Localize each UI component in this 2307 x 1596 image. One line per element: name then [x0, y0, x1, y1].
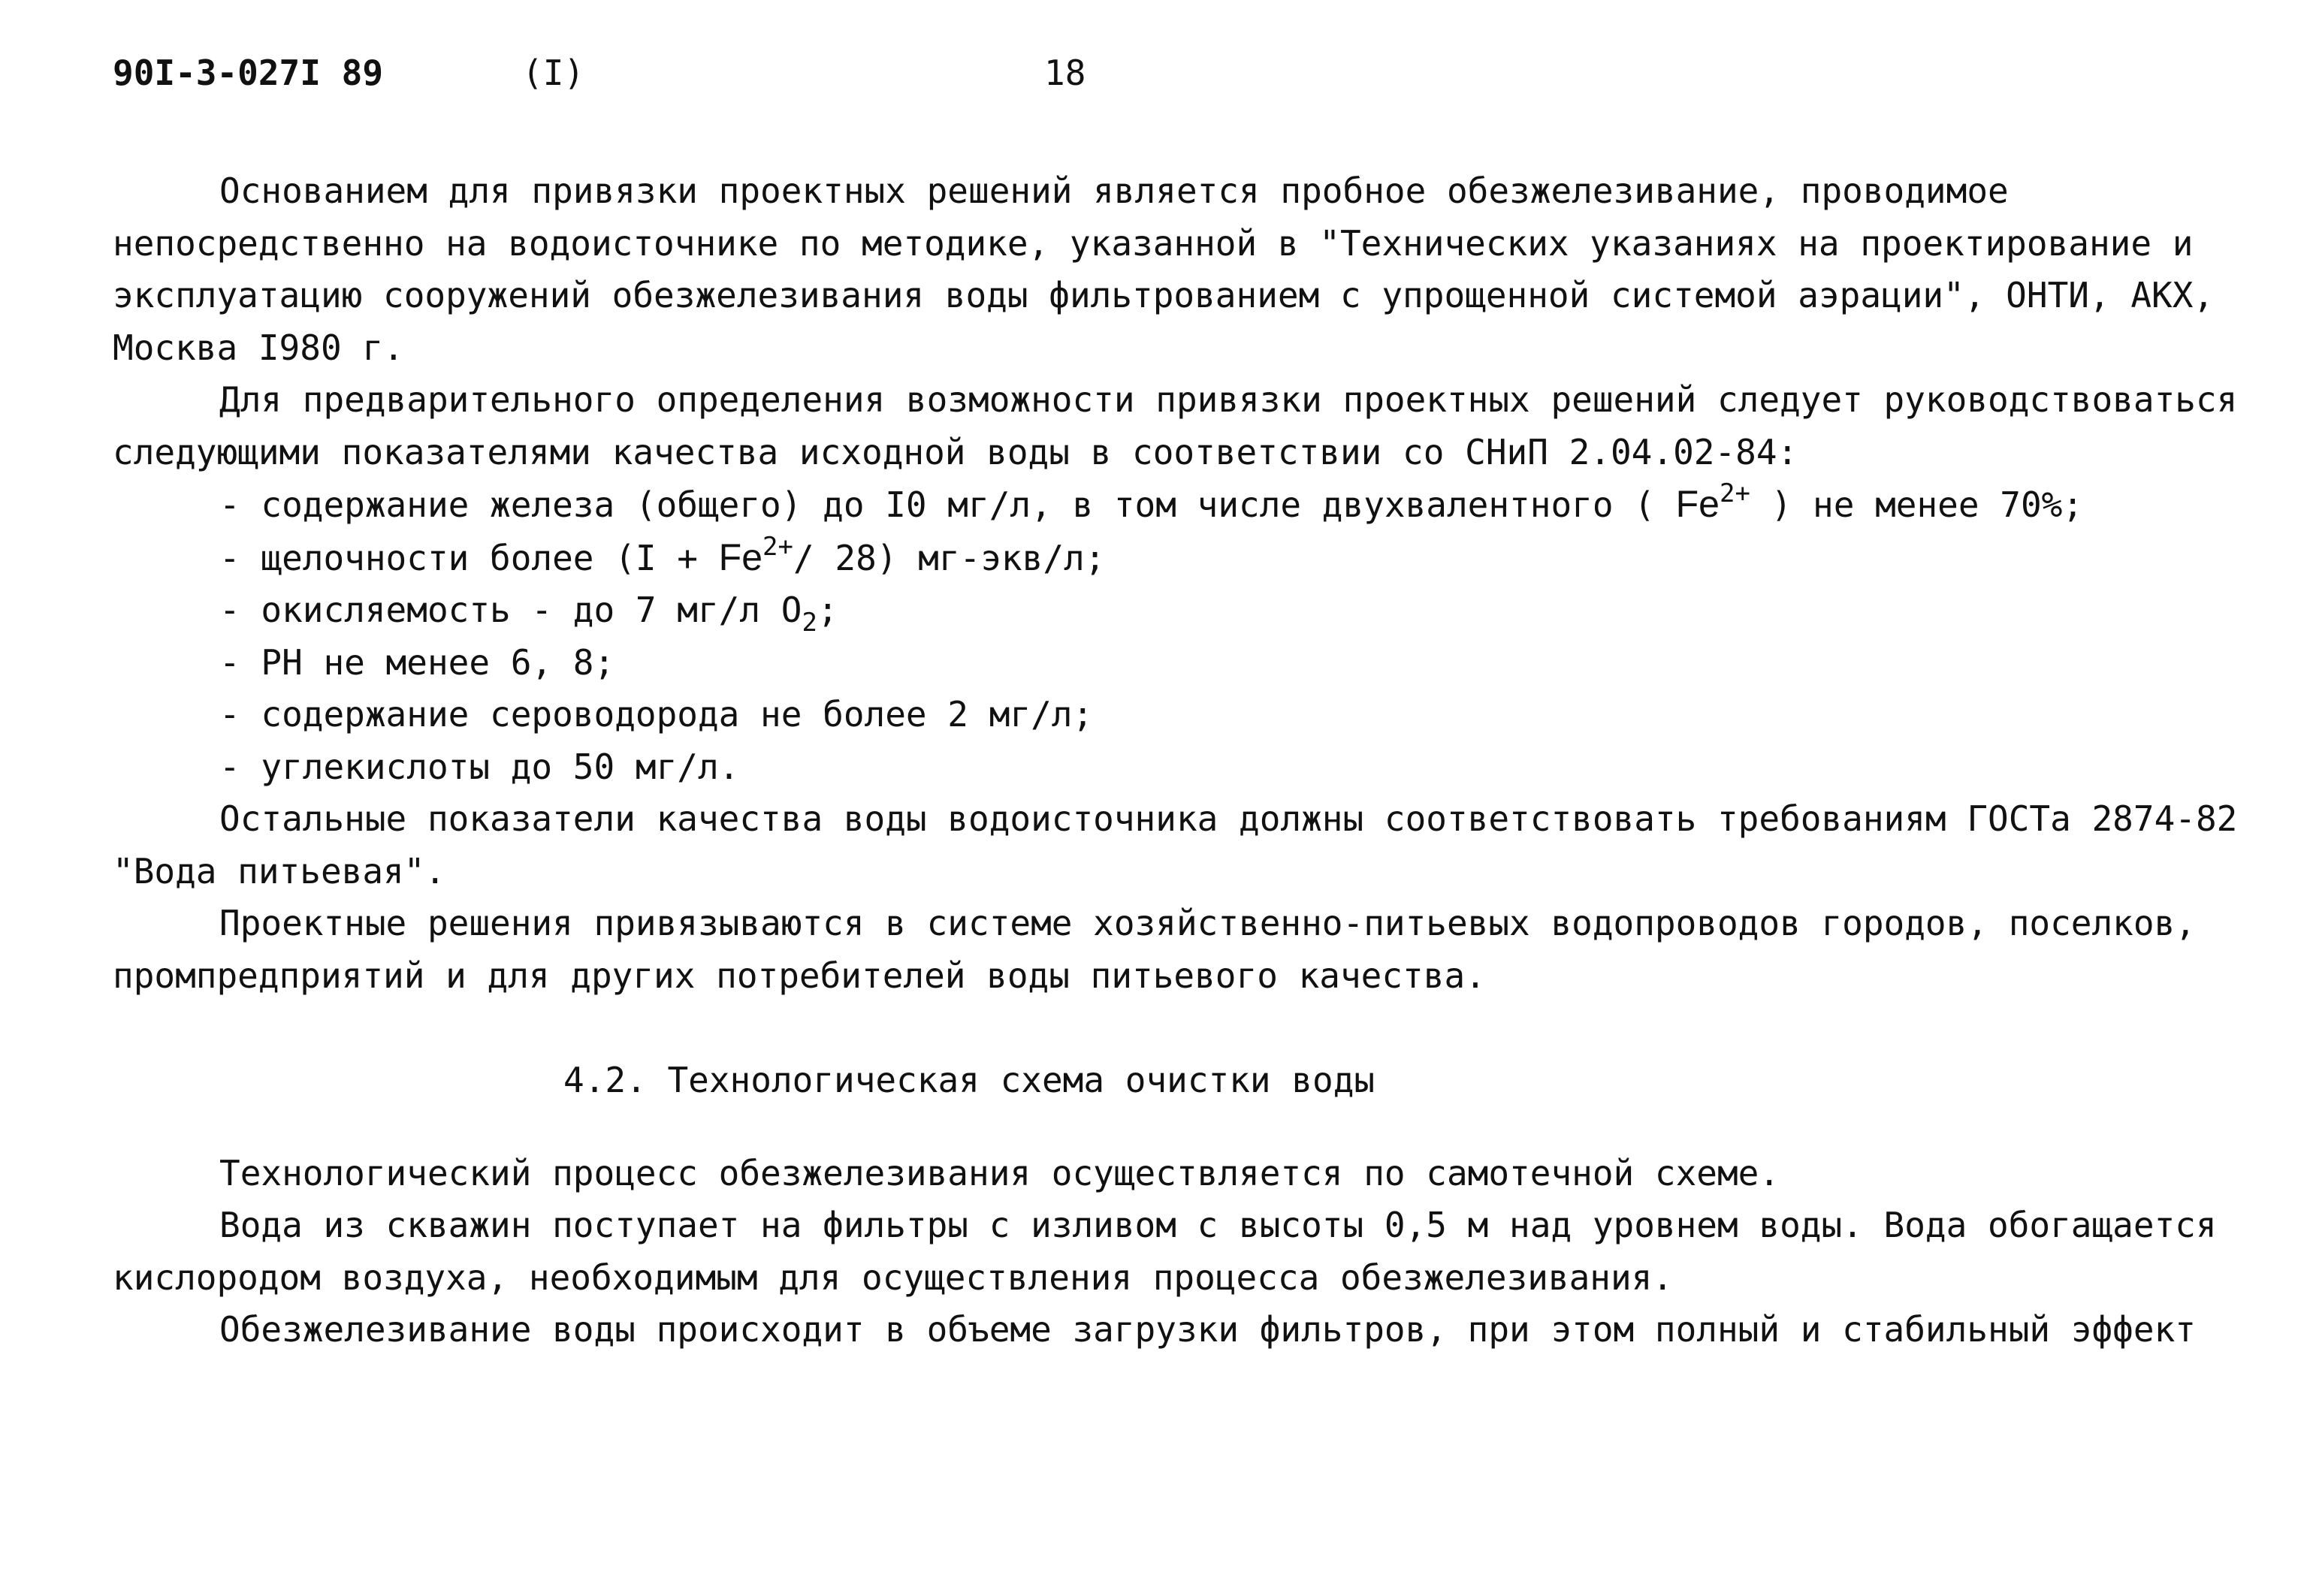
page-header [113, 53, 2216, 113]
paragraph-deironing: Обезжелезивание воды происходит в объеме загрузки фильтров, при этом полный и стабильный эффект [219, 1309, 2196, 1350]
spacer [113, 1107, 2239, 1148]
oxygen-subscript: 2 [802, 608, 817, 638]
paragraph-basis: Основанием для привязки проектных решений является пробное обезжелезивание, проводимое непосредственно на водоисточнике по методике, указанной в "Технических указаниях на проектирование и эксплуатацию сооружений обезжелезивания воды фильтрованием с упрощенной системой аэрации", ОНТИ, АКХ, Москва I980 г. [113, 170, 2215, 368]
document-body [113, 165, 2239, 1356]
iron-symbol: Fe [718, 536, 763, 578]
iron-charge: 2+ [1719, 478, 1750, 508]
iron-symbol: Fe [1675, 483, 1720, 525]
sheet-number: (I) [522, 53, 585, 93]
list-item-oxidizability: - окисляемость - до 7 мг/л $O_2$; [219, 590, 838, 638]
list-item-iron: - содержание железа (общего) до I0 мг/л, в том числе двухвалентного ( $Fe^{2+}$ ) не менее 70%; [219, 478, 2084, 525]
paragraph-application: Проектные решения привязываются в системе хозяйственно-питьевых водопроводов городов, поселков, промпредприятий и для других потребителей воды питьевого качества. [113, 903, 2196, 996]
list-item-alkalinity: - щелочности более ($I + Fe^{2+}/$ 28) мг-экв/л; [219, 531, 1106, 578]
paragraph-process: Технологический процесс обезжелезивания осуществляется по самотечной схеме. [219, 1152, 1780, 1193]
paragraph-preliminary: Для предварительного определения возможности привязки проектных решений следует руководствоваться следующими показателями качества исходной воды в соответствии со СНиП 2.04.02-84: [113, 379, 2238, 472]
page-number: 18 [1044, 53, 1086, 93]
spacer [113, 1002, 2239, 1054]
paragraph-other-indicators: Остальные показатели качества воды водоисточника должны соответствовать требованиям ГОСТа 2874-82 "Вода питьевая". [113, 798, 2238, 892]
water-quality-list [113, 478, 2239, 793]
iron-charge: 2+ [762, 531, 793, 562]
list-item-ph: - PH не менее 6, 8; [219, 641, 615, 683]
list-item-hydrogen-sulfide: - содержание сероводорода не более 2 мг/л; [219, 694, 1094, 735]
paragraph-wells: Вода из скважин поступает на фильтры с изливом с высоты 0,5 м над уровнем воды. Вода обогащается кислородом воздуха, необходимым для осуществления процесса обезжелезивания. [113, 1205, 2217, 1298]
document-code: 90I-3-027I 89 [113, 53, 384, 93]
list-item-carbon-dioxide: - углекислоты до 50 мг/л. [219, 746, 740, 787]
section-heading: 4.2. Технологическая схема очистки воды [563, 1060, 1375, 1100]
